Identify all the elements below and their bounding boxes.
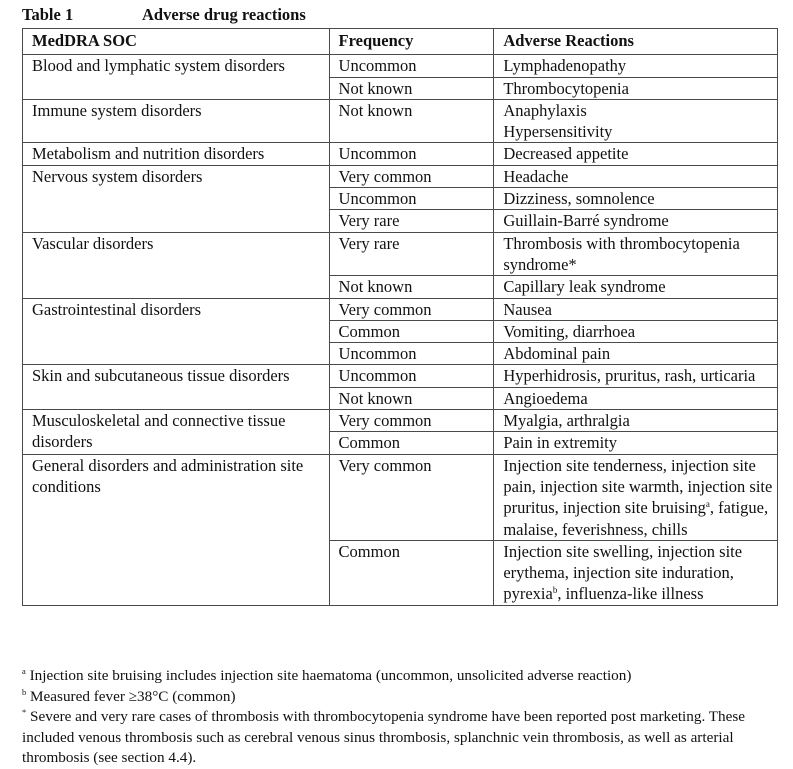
soc-cell: Vascular disorders	[23, 232, 330, 298]
column-header-soc: MedDRA SOC	[23, 29, 330, 55]
column-header-frequency: Frequency	[329, 29, 494, 55]
reaction-cell	[494, 99, 778, 143]
table-title: Adverse drug reactions	[142, 5, 306, 24]
frequency-cell: Very common	[329, 410, 494, 432]
frequency-cell: Not known	[329, 276, 494, 298]
footnote-marker: *	[22, 707, 27, 717]
frequency-cell: Not known	[329, 77, 494, 99]
reaction-text: Injection site tenderness, injection site pain, injection site warmth, injection site pruritus, injection site bruising	[503, 455, 773, 518]
frequency-cell: Common	[329, 320, 494, 342]
table-row	[23, 410, 778, 432]
table-row	[23, 99, 778, 143]
table-caption	[22, 5, 306, 25]
table-row	[23, 298, 778, 320]
adverse-reactions-table	[22, 28, 778, 606]
reaction-cell: Pain in extremity	[494, 432, 778, 454]
table-row	[23, 365, 778, 387]
footnote-asterisk	[22, 707, 792, 769]
frequency-cell: Very rare	[329, 232, 494, 276]
footnote-marker-a: a	[705, 499, 710, 510]
frequency-cell: Uncommon	[329, 188, 494, 210]
soc-cell: Blood and lymphatic system disorders	[23, 55, 330, 100]
reaction-cell: Decreased appetite	[494, 143, 778, 165]
footnote-text: Measured fever ≥38°C (common)	[26, 687, 236, 705]
table-header-row	[23, 29, 778, 55]
table-row	[23, 454, 778, 540]
reaction-text: , influenza-like illness	[557, 584, 704, 604]
soc-cell: Immune system disorders	[23, 99, 330, 143]
reaction-cell: Capillary leak syndrome	[494, 276, 778, 298]
soc-cell: Gastrointestinal disorders	[23, 298, 330, 365]
footnote-text: Injection site bruising includes injection site haematoma (uncommon, unsolicited adverse reaction)	[25, 667, 632, 684]
reaction-cell: Hyperhidrosis, pruritus, rash, urticaria	[494, 365, 778, 387]
soc-cell: Nervous system disorders	[23, 165, 330, 232]
reaction-cell: Myalgia, arthralgia	[494, 410, 778, 432]
soc-cell: Musculoskeletal and connective tissue disorders	[23, 410, 330, 455]
reaction-text: , fatigue, malaise, feverishness, chills	[503, 498, 769, 539]
table-row	[23, 232, 778, 276]
table-row	[23, 143, 778, 165]
soc-cell: General disorders and administration site conditions	[23, 454, 330, 605]
reaction-cell: Angioedema	[494, 387, 778, 409]
frequency-cell: Uncommon	[329, 143, 494, 165]
frequency-cell: Uncommon	[329, 343, 494, 365]
reaction-cell: Guillain-Barré syndrome	[494, 210, 778, 232]
footnotes	[22, 666, 792, 769]
soc-cell: Skin and subcutaneous tissue disorders	[23, 365, 330, 410]
table-number: Table 1	[22, 5, 74, 24]
reaction-cell	[494, 454, 778, 540]
footnote-marker: a	[22, 666, 26, 676]
frequency-cell: Common	[329, 540, 494, 605]
frequency-cell: Very rare	[329, 210, 494, 232]
reaction-line: Hypersensitivity	[503, 122, 613, 142]
reaction-line: Anaphylaxis	[503, 100, 587, 120]
table-row	[23, 165, 778, 187]
reaction-cell: Dizziness, somnolence	[494, 188, 778, 210]
reaction-cell: Nausea	[494, 298, 778, 320]
frequency-cell: Very common	[329, 454, 494, 540]
frequency-cell: Uncommon	[329, 365, 494, 387]
footnote-a	[22, 666, 792, 687]
reaction-text: Injection site swelling, injection site erythema, injection site induration, pyrexia	[503, 541, 743, 604]
reaction-cell: Thrombocytopenia	[494, 77, 778, 99]
frequency-cell: Very common	[329, 298, 494, 320]
reaction-cell: Lymphadenopathy	[494, 55, 778, 77]
reaction-cell: Thrombosis with thrombocytopenia syndrome*	[494, 232, 778, 276]
reaction-cell: Vomiting, diarrhoea	[494, 320, 778, 342]
soc-cell: Metabolism and nutrition disorders	[23, 143, 330, 165]
frequency-cell: Very common	[329, 165, 494, 187]
frequency-cell: Uncommon	[329, 55, 494, 77]
reaction-cell: Abdominal pain	[494, 343, 778, 365]
footnote-text: Severe and very rare cases of thrombosis with thrombocytopenia syndrome have been reported post marketing. These included venous thrombosis such as cerebral venous sinus thrombosis, splanchnic vein thrombosis, as well as arterial thrombosis (see section 4.4).	[22, 708, 746, 766]
column-header-reactions: Adverse Reactions	[494, 29, 778, 55]
frequency-cell: Common	[329, 432, 494, 454]
reaction-cell: Headache	[494, 165, 778, 187]
table-row	[23, 55, 778, 77]
footnote-marker: b	[22, 686, 27, 697]
frequency-cell: Not known	[329, 99, 494, 143]
reaction-cell	[494, 540, 778, 605]
frequency-cell: Not known	[329, 387, 494, 409]
footnote-marker-b: b	[552, 585, 558, 596]
footnote-b	[22, 687, 792, 708]
